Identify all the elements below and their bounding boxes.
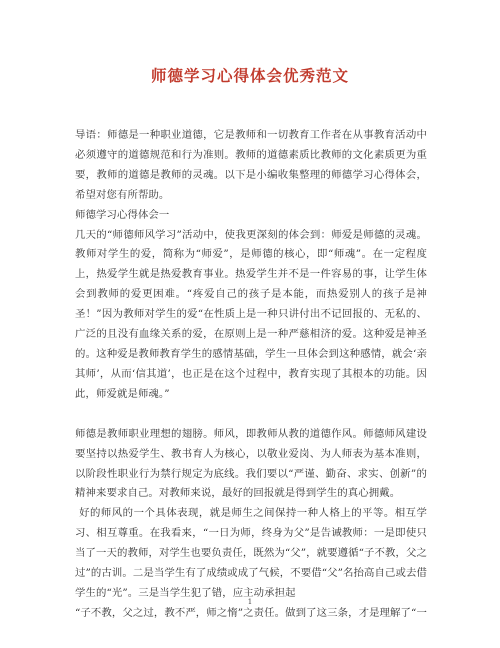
- body-paragraph: 好的师风的一个具体表现，就是师生之间保持一种人格上的平等。相互学习、相互尊重。在我看来，“一日为师，终身为父”是告诫教师：一是即使只当了一天的教师，对学生也要负责任，既然为“父”，就要遵循“子不教，父之过”的古训。二是当学生有了成绩或成了气候，不要借“父”名抬高自己或去借学生的“光”。三是当学生犯了错，应主动承担起: [75, 507, 427, 599]
- body-paragraph: 几天的“师德师风学习”活动中，使我更深刻的体会到：师爱是师德的灵魂。教师对学生的爱，简称为“师爱”，是师德的核心，即“师魂”。在一定程度上，热爱学生就是热爱教育事业。热爱学生并不是一件容易的事，让学生体会到教师的爱更困难。“疼爱自己的孩子是本能，而热爱别人的孩子是神圣！”因为教师对学生的爱“在性质上是一种只讲付出不记回报的、无私的、广泛的且没有血缘关系的爱，在原则上是一种严慈相济的爱。这种爱是神圣的。这种爱是教师教育学生的感情基础，学生一旦体会到这种感情，就会‘亲其师’，从而‘信其道’，也正是在这个过程中，教育实现了其根本的功能。因此，师爱就是师魂。”: [75, 228, 427, 400]
- body-paragraph: 师德是教师职业理想的翅膀。师风，即教师从教的道德作风。师德师风建设要坚持以热爱学生、教书育人为核心，以敬业爱岗、为人师表为基本准则，以阶段性职业行为禁行规定为底线。我们要以“严谨、勤奋、求实、创新”的精神来要求自己。对教师来说，最好的回报就是得到学生的真心拥戴。: [75, 427, 427, 500]
- document-body: [75, 126, 427, 624]
- intro-paragraph: 导语：师德是一种职业道德，它是教师和一切教育工作者在从事教育活动中必须遵守的道德规范和行为准则。教师的道德素质比教师的文化素质更为重要，教师的道德是教师的灵魂。以下是小编收集整理的师德学习心得体会，希望对您有所帮助。: [75, 129, 427, 201]
- section-heading: 师德学习心得体会一: [75, 208, 170, 221]
- paragraph-gap: [75, 405, 427, 425]
- document-title: 师德学习心得体会优秀范文: [150, 66, 349, 85]
- page-number: 1: [247, 598, 253, 606]
- body-paragraph: “子不教，父之过，教不严，师之惰”之责任。做到了这三条，才是理解了“一: [75, 606, 427, 619]
